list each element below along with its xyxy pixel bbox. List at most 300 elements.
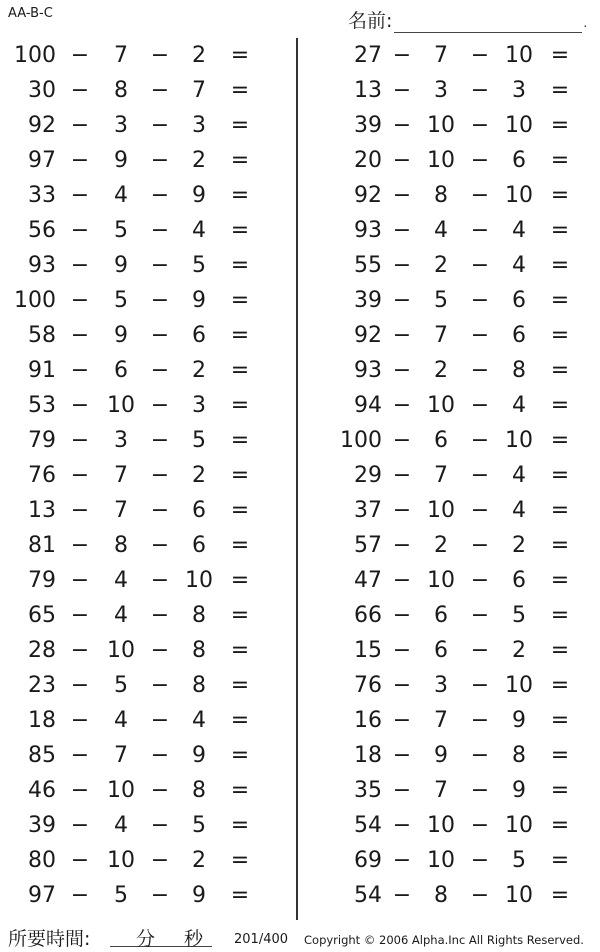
- minus-sign: −: [470, 288, 490, 313]
- minus-sign: −: [150, 603, 170, 628]
- equals-sign: =: [230, 533, 250, 558]
- copyright: Copyright © 2006 Alpha.Inc All Rights Reserved.: [304, 933, 584, 947]
- subtrahend-2: 10: [505, 43, 533, 68]
- subtrahend-1: 3: [434, 673, 448, 698]
- equals-sign: =: [230, 813, 250, 838]
- minus-sign: −: [392, 813, 412, 838]
- subtrahend-1: 10: [427, 568, 455, 593]
- subtrahend-2: 8: [192, 638, 206, 663]
- minus-sign: −: [70, 603, 90, 628]
- equals-sign: =: [550, 218, 570, 243]
- minus-sign: −: [70, 638, 90, 663]
- equals-sign: =: [230, 883, 250, 908]
- equals-sign: =: [550, 498, 570, 523]
- subtrahend-1: 7: [434, 778, 448, 803]
- minus-sign: −: [150, 848, 170, 873]
- column-divider: [296, 38, 298, 920]
- subtrahend-2: 8: [192, 673, 206, 698]
- sheet-code: AA-B-C: [8, 6, 53, 21]
- minus-sign: −: [150, 533, 170, 558]
- equals-sign: =: [230, 113, 250, 138]
- minus-sign: −: [392, 113, 412, 138]
- minus-sign: −: [470, 428, 490, 453]
- subtrahend-1: 2: [434, 533, 448, 558]
- minus-sign: −: [392, 463, 412, 488]
- subtrahend-2: 10: [505, 673, 533, 698]
- equals-sign: =: [550, 568, 570, 593]
- subtrahend-2: 4: [512, 498, 526, 523]
- subtrahend-2: 8: [192, 603, 206, 628]
- minus-sign: −: [470, 463, 490, 488]
- minus-sign: −: [150, 813, 170, 838]
- minus-sign: −: [470, 778, 490, 803]
- minuend: 47: [354, 568, 382, 593]
- subtrahend-1: 10: [427, 113, 455, 138]
- minus-sign: −: [392, 778, 412, 803]
- minuend: 100: [340, 428, 382, 453]
- minus-sign: −: [150, 183, 170, 208]
- minus-sign: −: [392, 848, 412, 873]
- equals-sign: =: [550, 43, 570, 68]
- subtrahend-1: 5: [114, 288, 128, 313]
- subtrahend-2: 9: [192, 288, 206, 313]
- subtrahend-2: 2: [512, 533, 526, 558]
- minus-sign: −: [150, 323, 170, 348]
- minus-sign: −: [150, 148, 170, 173]
- minus-sign: −: [392, 603, 412, 628]
- equals-sign: =: [230, 603, 250, 628]
- minus-sign: −: [470, 498, 490, 523]
- subtrahend-1: 4: [114, 568, 128, 593]
- minuend: 56: [28, 218, 56, 243]
- minuend: 39: [28, 813, 56, 838]
- minus-sign: −: [392, 883, 412, 908]
- subtrahend-2: 10: [505, 883, 533, 908]
- minus-sign: −: [70, 778, 90, 803]
- equals-sign: =: [550, 883, 570, 908]
- subtrahend-1: 9: [114, 323, 128, 348]
- subtrahend-1: 8: [114, 533, 128, 558]
- equals-sign: =: [230, 323, 250, 348]
- minus-sign: −: [150, 673, 170, 698]
- subtrahend-2: 5: [192, 813, 206, 838]
- minutes-unit: 分: [136, 928, 156, 950]
- equals-sign: =: [550, 253, 570, 278]
- minuend: 81: [28, 533, 56, 558]
- minuend: 54: [354, 813, 382, 838]
- equals-sign: =: [230, 288, 250, 313]
- minus-sign: −: [392, 183, 412, 208]
- minus-sign: −: [470, 848, 490, 873]
- subtrahend-2: 5: [192, 253, 206, 278]
- minus-sign: −: [392, 323, 412, 348]
- subtrahend-1: 10: [427, 813, 455, 838]
- subtrahend-1: 4: [434, 218, 448, 243]
- subtrahend-1: 10: [427, 498, 455, 523]
- subtrahend-1: 8: [114, 78, 128, 103]
- minus-sign: −: [70, 183, 90, 208]
- equals-sign: =: [550, 288, 570, 313]
- minuend: 13: [28, 498, 56, 523]
- equals-sign: =: [230, 43, 250, 68]
- minus-sign: −: [470, 183, 490, 208]
- subtrahend-2: 2: [192, 848, 206, 873]
- minus-sign: −: [70, 358, 90, 383]
- subtrahend-2: 3: [192, 113, 206, 138]
- subtrahend-2: 9: [192, 183, 206, 208]
- minus-sign: −: [70, 743, 90, 768]
- subtrahend-2: 8: [512, 743, 526, 768]
- minuend: 39: [354, 288, 382, 313]
- subtrahend-1: 10: [107, 848, 135, 873]
- minuend: 27: [354, 43, 382, 68]
- minus-sign: −: [70, 253, 90, 278]
- subtrahend-2: 3: [192, 393, 206, 418]
- minuend: 97: [28, 883, 56, 908]
- subtrahend-2: 3: [512, 78, 526, 103]
- subtrahend-1: 6: [114, 358, 128, 383]
- subtrahend-2: 10: [505, 428, 533, 453]
- name-blank-line[interactable]: [394, 12, 582, 33]
- minus-sign: −: [470, 148, 490, 173]
- subtrahend-1: 10: [427, 148, 455, 173]
- subtrahend-1: 3: [434, 78, 448, 103]
- equals-sign: =: [550, 428, 570, 453]
- subtrahend-2: 10: [505, 813, 533, 838]
- minuend: 30: [28, 78, 56, 103]
- subtrahend-1: 10: [107, 778, 135, 803]
- subtrahend-1: 6: [434, 638, 448, 663]
- subtrahend-2: 4: [192, 218, 206, 243]
- equals-sign: =: [230, 463, 250, 488]
- minuend: 92: [28, 113, 56, 138]
- minus-sign: −: [470, 78, 490, 103]
- name-dot: .: [583, 16, 588, 30]
- minus-sign: −: [392, 533, 412, 558]
- subtrahend-1: 7: [434, 43, 448, 68]
- minus-sign: −: [392, 288, 412, 313]
- minuend: 18: [354, 743, 382, 768]
- subtrahend-1: 10: [107, 393, 135, 418]
- minus-sign: −: [70, 813, 90, 838]
- minus-sign: −: [70, 148, 90, 173]
- minus-sign: −: [70, 113, 90, 138]
- subtrahend-1: 5: [114, 883, 128, 908]
- subtrahend-1: 2: [434, 358, 448, 383]
- subtrahend-1: 4: [114, 603, 128, 628]
- minus-sign: −: [470, 43, 490, 68]
- subtrahend-2: 5: [512, 603, 526, 628]
- minuend: 46: [28, 778, 56, 803]
- subtrahend-1: 9: [114, 148, 128, 173]
- subtrahend-1: 4: [114, 813, 128, 838]
- equals-sign: =: [550, 148, 570, 173]
- minuend: 65: [28, 603, 56, 628]
- minus-sign: −: [392, 638, 412, 663]
- minus-sign: −: [470, 708, 490, 733]
- minus-sign: −: [470, 393, 490, 418]
- minus-sign: −: [392, 743, 412, 768]
- subtrahend-2: 6: [512, 568, 526, 593]
- minus-sign: −: [150, 43, 170, 68]
- subtrahend-1: 6: [434, 603, 448, 628]
- subtrahend-1: 6: [434, 428, 448, 453]
- minus-sign: −: [392, 218, 412, 243]
- subtrahend-1: 7: [434, 323, 448, 348]
- minus-sign: −: [70, 673, 90, 698]
- minus-sign: −: [392, 43, 412, 68]
- minuend: 66: [354, 603, 382, 628]
- minuend: 76: [28, 463, 56, 488]
- equals-sign: =: [550, 638, 570, 663]
- equals-sign: =: [550, 603, 570, 628]
- minuend: 23: [28, 673, 56, 698]
- equals-sign: =: [550, 743, 570, 768]
- subtrahend-2: 4: [192, 708, 206, 733]
- minus-sign: −: [70, 323, 90, 348]
- subtrahend-1: 10: [427, 848, 455, 873]
- minus-sign: −: [470, 673, 490, 698]
- minuend: 16: [354, 708, 382, 733]
- minus-sign: −: [70, 848, 90, 873]
- subtrahend-1: 10: [427, 393, 455, 418]
- minus-sign: −: [70, 533, 90, 558]
- minuend: 97: [28, 148, 56, 173]
- equals-sign: =: [230, 568, 250, 593]
- page-number: 201/400: [234, 932, 289, 947]
- subtrahend-1: 7: [114, 463, 128, 488]
- minus-sign: −: [470, 813, 490, 838]
- minuend: 28: [28, 638, 56, 663]
- minuend: 33: [28, 183, 56, 208]
- subtrahend-2: 6: [192, 498, 206, 523]
- subtrahend-1: 4: [114, 708, 128, 733]
- minus-sign: −: [150, 638, 170, 663]
- equals-sign: =: [550, 393, 570, 418]
- minus-sign: −: [470, 883, 490, 908]
- minus-sign: −: [150, 78, 170, 103]
- subtrahend-1: 2: [434, 253, 448, 278]
- minus-sign: −: [470, 568, 490, 593]
- subtrahend-2: 6: [192, 323, 206, 348]
- time-required-label: 所要時間:: [8, 928, 91, 950]
- minuend: 55: [354, 253, 382, 278]
- minus-sign: −: [392, 253, 412, 278]
- subtrahend-2: 4: [512, 393, 526, 418]
- subtrahend-2: 9: [192, 883, 206, 908]
- minus-sign: −: [392, 148, 412, 173]
- equals-sign: =: [550, 813, 570, 838]
- equals-sign: =: [550, 183, 570, 208]
- minus-sign: −: [392, 708, 412, 733]
- minus-sign: −: [470, 638, 490, 663]
- name-field: [348, 6, 587, 33]
- equals-sign: =: [230, 183, 250, 208]
- subtrahend-1: 7: [114, 743, 128, 768]
- minus-sign: −: [150, 463, 170, 488]
- minus-sign: −: [150, 883, 170, 908]
- minus-sign: −: [150, 113, 170, 138]
- minuend: 58: [28, 323, 56, 348]
- minuend: 93: [354, 218, 382, 243]
- minus-sign: −: [70, 43, 90, 68]
- subtrahend-2: 4: [512, 463, 526, 488]
- minus-sign: −: [392, 498, 412, 523]
- subtrahend-2: 9: [192, 743, 206, 768]
- minus-sign: −: [70, 428, 90, 453]
- subtrahend-2: 2: [192, 358, 206, 383]
- equals-sign: =: [230, 743, 250, 768]
- name-label: 名前:: [348, 10, 393, 32]
- minuend: 92: [354, 183, 382, 208]
- minus-sign: −: [150, 393, 170, 418]
- minuend: 37: [354, 498, 382, 523]
- footer: [8, 924, 596, 950]
- minus-sign: −: [470, 358, 490, 383]
- subtrahend-2: 6: [512, 323, 526, 348]
- equals-sign: =: [550, 778, 570, 803]
- minus-sign: −: [150, 568, 170, 593]
- minus-sign: −: [70, 218, 90, 243]
- subtrahend-1: 7: [114, 43, 128, 68]
- minuend: 93: [354, 358, 382, 383]
- minuend: 13: [354, 78, 382, 103]
- minus-sign: −: [470, 533, 490, 558]
- minuend: 100: [14, 43, 56, 68]
- subtrahend-2: 10: [505, 183, 533, 208]
- equals-sign: =: [230, 848, 250, 873]
- equals-sign: =: [230, 778, 250, 803]
- minus-sign: −: [70, 78, 90, 103]
- subtrahend-2: 10: [185, 568, 213, 593]
- equals-sign: =: [550, 673, 570, 698]
- minus-sign: −: [392, 78, 412, 103]
- minus-sign: −: [150, 743, 170, 768]
- minus-sign: −: [70, 288, 90, 313]
- minuend: 20: [354, 148, 382, 173]
- minus-sign: −: [70, 463, 90, 488]
- minuend: 76: [354, 673, 382, 698]
- minus-sign: −: [150, 218, 170, 243]
- equals-sign: =: [550, 708, 570, 733]
- minus-sign: −: [150, 498, 170, 523]
- minuend: 100: [14, 288, 56, 313]
- subtrahend-1: 5: [114, 218, 128, 243]
- equals-sign: =: [230, 393, 250, 418]
- minuend: 79: [28, 568, 56, 593]
- subtrahend-1: 5: [434, 288, 448, 313]
- minuend: 29: [354, 463, 382, 488]
- minuend: 57: [354, 533, 382, 558]
- minuend: 92: [354, 323, 382, 348]
- subtrahend-2: 9: [512, 708, 526, 733]
- minuend: 79: [28, 428, 56, 453]
- minus-sign: −: [470, 743, 490, 768]
- minus-sign: −: [70, 568, 90, 593]
- minuend: 93: [28, 253, 56, 278]
- minuend: 18: [28, 708, 56, 733]
- minuend: 85: [28, 743, 56, 768]
- minuend: 80: [28, 848, 56, 873]
- subtrahend-2: 5: [192, 428, 206, 453]
- equals-sign: =: [550, 323, 570, 348]
- minus-sign: −: [470, 323, 490, 348]
- subtrahend-2: 6: [512, 288, 526, 313]
- equals-sign: =: [550, 358, 570, 383]
- minus-sign: −: [392, 358, 412, 383]
- subtrahend-2: 5: [512, 848, 526, 873]
- minus-sign: −: [150, 428, 170, 453]
- equals-sign: =: [230, 428, 250, 453]
- minus-sign: −: [150, 708, 170, 733]
- minuend: 94: [354, 393, 382, 418]
- subtrahend-2: 8: [192, 778, 206, 803]
- equals-sign: =: [230, 638, 250, 663]
- subtrahend-2: 4: [512, 253, 526, 278]
- subtrahend-1: 9: [114, 253, 128, 278]
- subtrahend-2: 2: [512, 638, 526, 663]
- subtrahend-1: 4: [114, 183, 128, 208]
- minuend: 39: [354, 113, 382, 138]
- subtrahend-1: 7: [434, 463, 448, 488]
- minus-sign: −: [392, 568, 412, 593]
- subtrahend-2: 4: [512, 218, 526, 243]
- equals-sign: =: [550, 848, 570, 873]
- minus-sign: −: [470, 218, 490, 243]
- subtrahend-1: 3: [114, 113, 128, 138]
- minus-sign: −: [150, 288, 170, 313]
- minus-sign: −: [470, 253, 490, 278]
- equals-sign: =: [230, 358, 250, 383]
- minus-sign: −: [150, 358, 170, 383]
- seconds-unit: 秒: [184, 928, 204, 950]
- subtrahend-2: 8: [512, 358, 526, 383]
- subtrahend-1: 8: [434, 183, 448, 208]
- minus-sign: −: [392, 393, 412, 418]
- subtrahend-2: 9: [512, 778, 526, 803]
- subtrahend-1: 7: [114, 498, 128, 523]
- subtrahend-1: 5: [114, 673, 128, 698]
- minuend: 35: [354, 778, 382, 803]
- minus-sign: −: [150, 778, 170, 803]
- minuend: 69: [354, 848, 382, 873]
- subtrahend-2: 10: [505, 113, 533, 138]
- equals-sign: =: [550, 533, 570, 558]
- equals-sign: =: [230, 673, 250, 698]
- equals-sign: =: [230, 218, 250, 243]
- minus-sign: −: [470, 603, 490, 628]
- minus-sign: −: [70, 883, 90, 908]
- minus-sign: −: [470, 113, 490, 138]
- equals-sign: =: [230, 78, 250, 103]
- subtrahend-2: 7: [192, 78, 206, 103]
- equals-sign: =: [550, 113, 570, 138]
- minus-sign: −: [392, 673, 412, 698]
- minus-sign: −: [70, 708, 90, 733]
- equals-sign: =: [230, 148, 250, 173]
- minus-sign: −: [392, 428, 412, 453]
- equals-sign: =: [230, 708, 250, 733]
- minuend: 53: [28, 393, 56, 418]
- subtrahend-2: 6: [512, 148, 526, 173]
- subtrahend-1: 10: [107, 638, 135, 663]
- minuend: 54: [354, 883, 382, 908]
- equals-sign: =: [230, 498, 250, 523]
- equals-sign: =: [230, 253, 250, 278]
- equals-sign: =: [550, 78, 570, 103]
- subtrahend-1: 7: [434, 708, 448, 733]
- minuend: 15: [354, 638, 382, 663]
